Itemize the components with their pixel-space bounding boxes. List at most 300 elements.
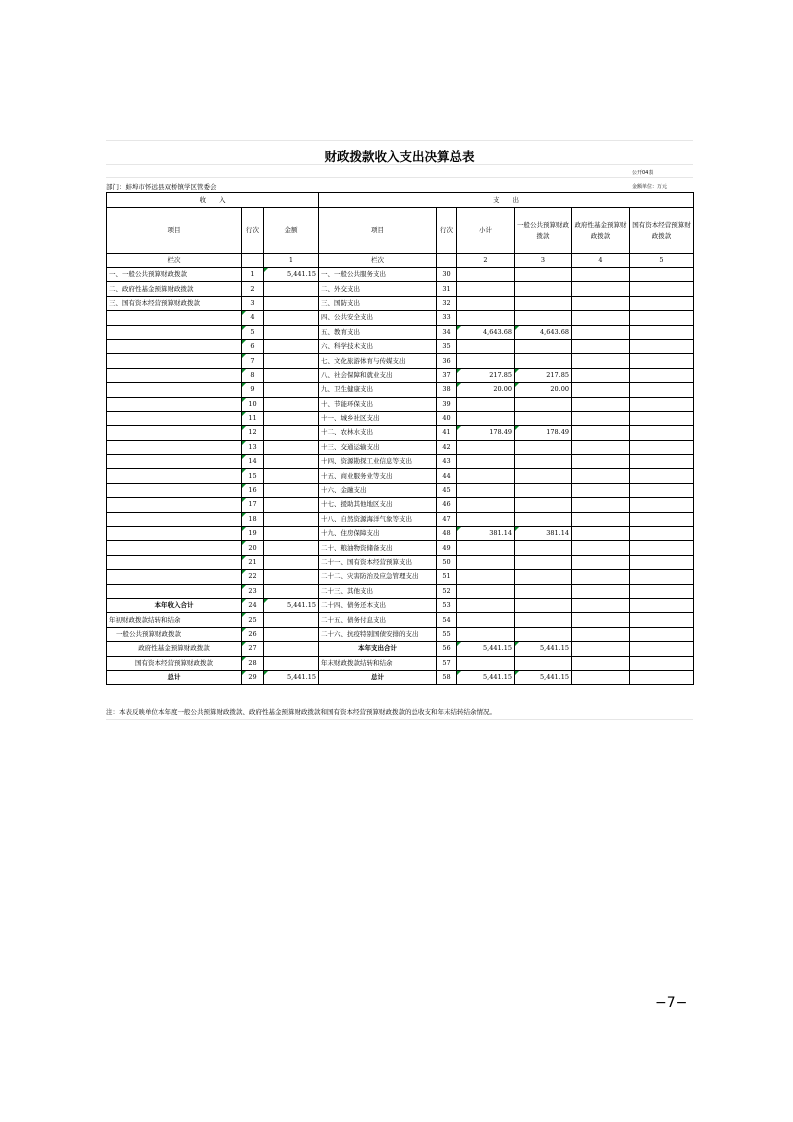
expense-state-capital [630, 455, 694, 469]
income-amount [264, 483, 319, 497]
expense-general-budget [515, 498, 572, 512]
expense-general-budget: 178.49 [515, 426, 572, 440]
expense-row-no: 36 [437, 354, 457, 368]
table-row [107, 411, 694, 425]
expense-general-budget [515, 469, 572, 483]
expense-row-no: 39 [437, 397, 457, 411]
income-amount [264, 584, 319, 598]
income-amount [264, 498, 319, 512]
expense-general-budget [515, 483, 572, 497]
income-item [107, 354, 242, 368]
expense-gov-fund [572, 397, 630, 411]
expense-subtotal [457, 584, 515, 598]
income-row-no: 17 [242, 498, 264, 512]
expense-subtotal: 217.85 [457, 368, 515, 382]
col-label-left-amount: 1 [264, 254, 319, 268]
table-row [107, 282, 694, 296]
expense-general-budget [515, 455, 572, 469]
expense-gov-fund [572, 440, 630, 454]
income-amount [264, 455, 319, 469]
expense-state-capital [630, 268, 694, 282]
table-row [107, 584, 694, 598]
income-item: 一、一般公共预算财政拨款 [107, 268, 242, 282]
table-row [107, 598, 694, 612]
income-row-no: 11 [242, 411, 264, 425]
income-item [107, 426, 242, 440]
expense-row-no: 44 [437, 469, 457, 483]
expense-row-no: 38 [437, 383, 457, 397]
expense-gov-fund [572, 512, 630, 526]
expense-item: 年末财政拨款结转和结余 [319, 656, 437, 670]
expense-item: 十九、住房保障支出 [319, 527, 437, 541]
expense-subtotal [457, 311, 515, 325]
table-row [107, 455, 694, 469]
expense-general-budget [515, 282, 572, 296]
expense-row-no: 53 [437, 598, 457, 612]
expense-item: 二十三、其他支出 [319, 584, 437, 598]
income-amount [264, 627, 319, 641]
table-row [107, 642, 694, 656]
expense-row-no: 33 [437, 311, 457, 325]
expense-state-capital [630, 541, 694, 555]
table-row [107, 613, 694, 627]
expense-general-budget: 217.85 [515, 368, 572, 382]
expense-item: 总计 [319, 670, 437, 684]
expense-row-no: 55 [437, 627, 457, 641]
income-item [107, 570, 242, 584]
expense-subtotal [457, 469, 515, 483]
table-row [107, 296, 694, 310]
expense-subtotal [457, 498, 515, 512]
table-row [107, 670, 694, 684]
expense-state-capital [630, 426, 694, 440]
expense-subtotal [457, 555, 515, 569]
form-code: 公开04表 [632, 170, 654, 176]
expense-general-budget [515, 311, 572, 325]
col-label-left-no [242, 254, 264, 268]
income-amount [264, 296, 319, 310]
expense-general-budget [515, 656, 572, 670]
expense-row-no: 35 [437, 339, 457, 353]
expense-general-budget: 20.00 [515, 383, 572, 397]
expense-gov-fund [572, 325, 630, 339]
expense-general-budget [515, 268, 572, 282]
income-amount [264, 354, 319, 368]
expense-row-no: 45 [437, 483, 457, 497]
table-row [107, 368, 694, 382]
expense-gov-fund [572, 598, 630, 612]
expense-section-header: 支 出 [319, 193, 694, 208]
income-amount [264, 570, 319, 584]
income-amount [264, 411, 319, 425]
expense-state-capital [630, 598, 694, 612]
expense-row-no: 47 [437, 512, 457, 526]
expense-general-budget [515, 613, 572, 627]
income-item: 二、政府性基金预算财政拨款 [107, 282, 242, 296]
expense-gov-fund [572, 368, 630, 382]
income-amount [264, 642, 319, 656]
expense-general-budget [515, 570, 572, 584]
expense-gov-fund [572, 570, 630, 584]
income-row-no: 5 [242, 325, 264, 339]
income-amount [264, 339, 319, 353]
expense-gov-fund [572, 541, 630, 555]
income-item [107, 498, 242, 512]
table-row [107, 541, 694, 555]
income-amount [264, 613, 319, 627]
expense-general-budget: 381.14 [515, 527, 572, 541]
income-row-no: 26 [242, 627, 264, 641]
expense-item: 二十四、债务还本支出 [319, 598, 437, 612]
expense-state-capital [630, 483, 694, 497]
expense-row-no: 48 [437, 527, 457, 541]
table-row [107, 268, 694, 282]
sheet-grid-line [106, 164, 693, 165]
expense-gov-fund [572, 455, 630, 469]
expense-general-budget [515, 296, 572, 310]
fiscal-summary-table [106, 192, 694, 685]
expense-general-budget: 4,643.68 [515, 325, 572, 339]
income-row-no: 14 [242, 455, 264, 469]
expense-subtotal [457, 613, 515, 627]
income-amount [264, 383, 319, 397]
col-header-expense-row-no: 行次 [437, 208, 457, 254]
income-row-no: 22 [242, 570, 264, 584]
income-item [107, 383, 242, 397]
col-header-state-capital: 国有资本经营预算财政拨款 [630, 208, 694, 254]
income-row-no: 6 [242, 339, 264, 353]
sheet-grid-line [106, 177, 693, 178]
expense-item: 一、一般公共服务支出 [319, 268, 437, 282]
expense-gov-fund [572, 469, 630, 483]
expense-subtotal [457, 541, 515, 555]
income-row-no: 16 [242, 483, 264, 497]
expense-subtotal [457, 440, 515, 454]
table-row [107, 325, 694, 339]
expense-general-budget [515, 411, 572, 425]
expense-row-no: 34 [437, 325, 457, 339]
expense-row-no: 58 [437, 670, 457, 684]
expense-row-no: 50 [437, 555, 457, 569]
table-title: 财政拨款收入支出决算总表 [324, 149, 475, 164]
income-row-no: 15 [242, 469, 264, 483]
expense-item: 三、国防支出 [319, 296, 437, 310]
income-row-no: 1 [242, 268, 264, 282]
income-item [107, 584, 242, 598]
table-row [107, 656, 694, 670]
income-item [107, 311, 242, 325]
expense-subtotal [457, 512, 515, 526]
expense-general-budget [515, 555, 572, 569]
income-item [107, 469, 242, 483]
col-header-income-item: 项目 [107, 208, 242, 254]
income-item: 总计 [107, 670, 242, 684]
income-amount [264, 368, 319, 382]
expense-general-budget: 5,441.15 [515, 670, 572, 684]
expense-state-capital [630, 397, 694, 411]
expense-state-capital [630, 498, 694, 512]
table-row [107, 469, 694, 483]
col-header-amount: 金额 [264, 208, 319, 254]
expense-item: 十二、农林水支出 [319, 426, 437, 440]
income-amount [264, 469, 319, 483]
expense-state-capital [630, 613, 694, 627]
expense-row-no: 31 [437, 282, 457, 296]
col-label-right-item: 栏次 [319, 254, 437, 268]
expense-state-capital [630, 642, 694, 656]
income-item: 三、国有资本经营预算财政拨款 [107, 296, 242, 310]
expense-general-budget [515, 598, 572, 612]
expense-state-capital [630, 656, 694, 670]
expense-subtotal [457, 268, 515, 282]
expense-subtotal: 20.00 [457, 383, 515, 397]
income-item [107, 339, 242, 353]
col-header-subtotal: 小计 [457, 208, 515, 254]
expense-state-capital [630, 354, 694, 368]
income-item: 年初财政拨款结转和结余 [107, 613, 242, 627]
expense-general-budget [515, 584, 572, 598]
expense-item: 十六、金融支出 [319, 483, 437, 497]
table-row [107, 311, 694, 325]
expense-item: 八、社会保障和就业支出 [319, 368, 437, 382]
expense-subtotal [457, 296, 515, 310]
income-amount [264, 325, 319, 339]
expense-subtotal [457, 455, 515, 469]
expense-gov-fund [572, 311, 630, 325]
expense-item: 十七、援助其他地区支出 [319, 498, 437, 512]
income-amount [264, 426, 319, 440]
income-row-no: 3 [242, 296, 264, 310]
expense-row-no: 43 [437, 455, 457, 469]
expense-gov-fund [572, 268, 630, 282]
income-amount [264, 282, 319, 296]
expense-state-capital [630, 512, 694, 526]
income-item: 本年收入合计 [107, 598, 242, 612]
expense-gov-fund [572, 483, 630, 497]
expense-item: 二十二、灾害防治及应急管理支出 [319, 570, 437, 584]
expense-row-no: 54 [437, 613, 457, 627]
table-row [107, 527, 694, 541]
expense-row-no: 49 [437, 541, 457, 555]
income-row-no: 9 [242, 383, 264, 397]
table-note: 注：本表反映单位本年度一般公共预算财政拨款、政府性基金预算财政拨款和国有资本经营预算财政拨款的总收支和年末结转结余情况。 [106, 708, 496, 716]
table-row [107, 627, 694, 641]
expense-subtotal [457, 411, 515, 425]
expense-gov-fund [572, 354, 630, 368]
col-label-left-item: 栏次 [107, 254, 242, 268]
income-row-no: 29 [242, 670, 264, 684]
expense-gov-fund [572, 627, 630, 641]
income-amount [264, 527, 319, 541]
expense-item: 九、卫生健康支出 [319, 383, 437, 397]
expense-item: 四、公共安全支出 [319, 311, 437, 325]
expense-state-capital [630, 570, 694, 584]
expense-general-budget [515, 397, 572, 411]
sheet-top-line [106, 140, 693, 141]
expense-row-no: 41 [437, 426, 457, 440]
table-row [107, 555, 694, 569]
expense-state-capital [630, 411, 694, 425]
income-amount [264, 656, 319, 670]
income-row-no: 23 [242, 584, 264, 598]
income-row-no: 27 [242, 642, 264, 656]
expense-state-capital [630, 627, 694, 641]
income-item: 政府性基金预算财政拨款 [107, 642, 242, 656]
expense-item: 十一、城乡社区支出 [319, 411, 437, 425]
income-amount: 5,441.15 [264, 598, 319, 612]
expense-subtotal: 381.14 [457, 527, 515, 541]
table-row [107, 498, 694, 512]
expense-general-budget [515, 339, 572, 353]
table-row [107, 570, 694, 584]
expense-state-capital [630, 383, 694, 397]
income-section-header: 收 入 [107, 193, 319, 208]
expense-row-no: 52 [437, 584, 457, 598]
income-item [107, 368, 242, 382]
expense-state-capital [630, 527, 694, 541]
table-row [107, 512, 694, 526]
income-row-no: 25 [242, 613, 264, 627]
expense-gov-fund [572, 339, 630, 353]
expense-gov-fund [572, 282, 630, 296]
income-item [107, 325, 242, 339]
expense-gov-fund [572, 613, 630, 627]
expense-item: 二十一、国有资本经营预算支出 [319, 555, 437, 569]
income-amount [264, 440, 319, 454]
expense-item: 十五、商业服务业等支出 [319, 469, 437, 483]
expense-subtotal [457, 397, 515, 411]
expense-gov-fund [572, 411, 630, 425]
expense-row-no: 32 [437, 296, 457, 310]
income-row-no: 18 [242, 512, 264, 526]
expense-gov-fund [572, 642, 630, 656]
expense-row-no: 46 [437, 498, 457, 512]
expense-general-budget [515, 512, 572, 526]
expense-general-budget [515, 541, 572, 555]
table-row [107, 383, 694, 397]
income-item: 国有资本经营预算财政拨款 [107, 656, 242, 670]
expense-row-no: 57 [437, 656, 457, 670]
expense-subtotal: 4,643.68 [457, 325, 515, 339]
income-amount [264, 541, 319, 555]
expense-subtotal: 5,441.15 [457, 670, 515, 684]
expense-subtotal: 5,441.15 [457, 642, 515, 656]
col-label-c4: 4 [572, 254, 630, 268]
income-row-no: 2 [242, 282, 264, 296]
income-item [107, 527, 242, 541]
expense-gov-fund [572, 426, 630, 440]
expense-row-no: 56 [437, 642, 457, 656]
expense-item: 十三、交通运输支出 [319, 440, 437, 454]
income-item [107, 555, 242, 569]
income-row-no: 4 [242, 311, 264, 325]
unit-label: 金额单位：万元 [632, 184, 668, 190]
income-item [107, 440, 242, 454]
col-label-c2: 2 [457, 254, 515, 268]
expense-subtotal [457, 282, 515, 296]
expense-subtotal [457, 598, 515, 612]
income-row-no: 12 [242, 426, 264, 440]
expense-item: 五、教育支出 [319, 325, 437, 339]
expense-item: 二十六、抗疫特别国债安排的支出 [319, 627, 437, 641]
expense-item: 七、文化旅游体育与传媒支出 [319, 354, 437, 368]
page-number: −7− [655, 995, 688, 1011]
table-row [107, 426, 694, 440]
expense-subtotal [457, 656, 515, 670]
expense-general-budget [515, 354, 572, 368]
income-row-no: 24 [242, 598, 264, 612]
expense-state-capital [630, 584, 694, 598]
income-amount: 5,441.15 [264, 268, 319, 282]
expense-item: 二、外交支出 [319, 282, 437, 296]
expense-item: 六、科学技术支出 [319, 339, 437, 353]
expense-row-no: 37 [437, 368, 457, 382]
col-header-general-budget: 一般公共预算财政拨款 [515, 208, 572, 254]
expense-state-capital [630, 282, 694, 296]
expense-general-budget [515, 627, 572, 641]
income-item [107, 455, 242, 469]
expense-row-no: 40 [437, 411, 457, 425]
expense-state-capital [630, 469, 694, 483]
expense-state-capital [630, 296, 694, 310]
expense-row-no: 42 [437, 440, 457, 454]
income-row-no: 13 [242, 440, 264, 454]
income-item [107, 512, 242, 526]
expense-subtotal [457, 339, 515, 353]
expense-row-no: 30 [437, 268, 457, 282]
expense-gov-fund [572, 296, 630, 310]
expense-gov-fund [572, 498, 630, 512]
expense-state-capital [630, 311, 694, 325]
col-header-gov-fund: 政府性基金预算财政拨款 [572, 208, 630, 254]
income-item [107, 397, 242, 411]
expense-item: 十四、资源勘探工业信息等支出 [319, 455, 437, 469]
expense-gov-fund [572, 670, 630, 684]
expense-subtotal [457, 483, 515, 497]
expense-row-no: 51 [437, 570, 457, 584]
expense-state-capital [630, 670, 694, 684]
income-amount [264, 311, 319, 325]
expense-state-capital [630, 339, 694, 353]
expense-state-capital [630, 440, 694, 454]
table-row [107, 397, 694, 411]
department-label: 部门：蚌埠市怀远县双桥镇学区管委会 [106, 183, 217, 191]
table-row [107, 483, 694, 497]
expense-item: 十、节能环保支出 [319, 397, 437, 411]
expense-subtotal [457, 570, 515, 584]
expense-state-capital [630, 368, 694, 382]
income-item [107, 483, 242, 497]
expense-gov-fund [572, 555, 630, 569]
income-row-no: 10 [242, 397, 264, 411]
expense-gov-fund [572, 584, 630, 598]
col-label-c5: 5 [630, 254, 694, 268]
income-row-no: 20 [242, 541, 264, 555]
income-row-no: 8 [242, 368, 264, 382]
expense-gov-fund [572, 656, 630, 670]
expense-item: 本年支出合计 [319, 642, 437, 656]
income-item [107, 411, 242, 425]
expense-gov-fund [572, 383, 630, 397]
col-label-right-no [437, 254, 457, 268]
expense-subtotal [457, 627, 515, 641]
income-amount [264, 512, 319, 526]
table-row [107, 440, 694, 454]
expense-item: 十八、自然资源海洋气象等支出 [319, 512, 437, 526]
table-row [107, 339, 694, 353]
expense-item: 二十、粮油物资储备支出 [319, 541, 437, 555]
income-item: 一般公共预算财政拨款 [107, 627, 242, 641]
